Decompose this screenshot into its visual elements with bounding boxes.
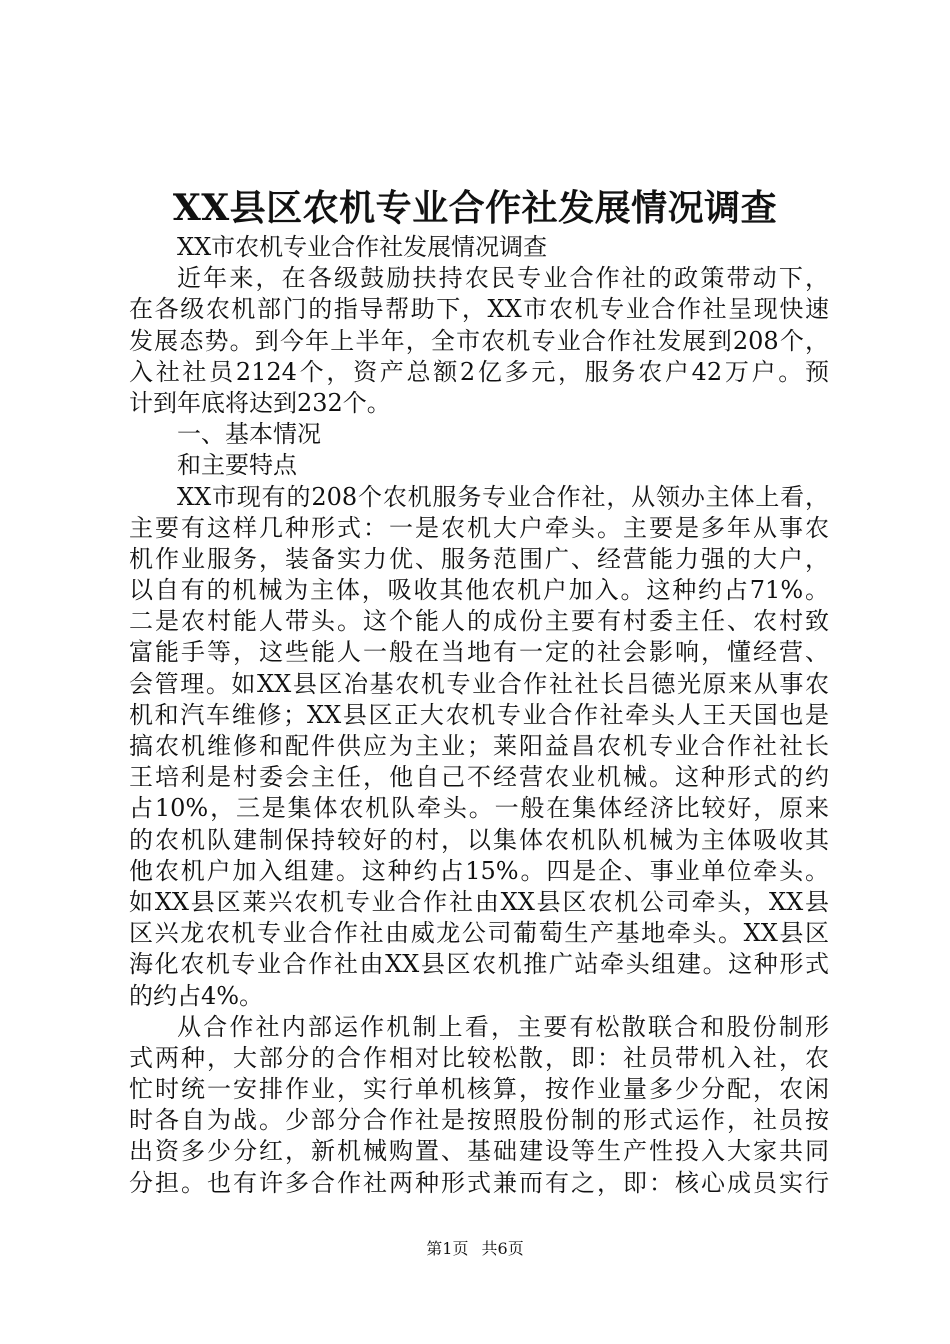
body-line: 忙时统一安排作业，实行单机核算，按作业量多少分配，农闲	[129, 1075, 829, 1104]
body-line: 王培利是村委会主任，他自己不经营农业机械。这种形式的约	[129, 763, 829, 792]
body-line: XX市现有的208个农机服务专业合作社，从领办主体上看，	[177, 482, 829, 511]
body-line: 机和汽车维修；XX县区正大农机专业合作社牵头人王天国也是	[129, 700, 829, 729]
body-line: 入社社员2124个，资产总额2亿多元，服务农户42万户。预	[129, 357, 829, 386]
document-body	[129, 232, 829, 1199]
body-line: 他农机户加入组建。这种约占15%。四是企、事业单位牵头。	[129, 856, 829, 885]
document-title: XX县区农机专业合作社发展情况调查	[172, 187, 778, 229]
page-footer	[0, 1237, 950, 1261]
body-line: 式两种，大部分的合作相对比较松散，即：社员带机入社，农	[129, 1043, 829, 1072]
body-line: 占10%，三是集体农机队牵头。一般在集体经济比较好，原来	[129, 794, 829, 823]
body-line: 主要有这样几种形式：一是农机大户牵头。主要是多年从事农	[129, 513, 829, 542]
body-line: 发展态势。到今年上半年，全市农机专业合作社发展到208个，	[129, 326, 829, 355]
body-line: 的约占4%。	[129, 981, 264, 1010]
body-line: 计到年底将达到232个。	[129, 388, 391, 417]
body-line: 近年来，在各级鼓励扶持农民专业合作社的政策带动下，	[177, 264, 829, 293]
body-line: 从合作社内部运作机制上看，主要有松散联合和股份制形	[177, 1012, 829, 1041]
body-line: 的农机队建制保持较好的村，以集体农机队机械为主体吸收其	[129, 825, 829, 854]
page-number: 第1页	[426, 1239, 469, 1258]
body-line: 富能手等，这些能人一般在当地有一定的社会影响，懂经营、	[129, 638, 829, 667]
page-total: 共6页	[481, 1239, 524, 1258]
body-line: 机作业服务，装备实力优、服务范围广、经营能力强的大户，	[129, 544, 829, 573]
body-line: 区兴龙农机专业合作社由威龙公司葡萄生产基地牵头。XX县区	[129, 919, 829, 948]
body-line: 海化农机专业合作社由XX县区农机推广站牵头组建。这种形式	[129, 950, 829, 979]
body-line: 会管理。如XX县区冶基农机专业合作社社长吕德光原来从事农	[129, 669, 829, 698]
body-line: XX市农机专业合作社发展情况调查	[177, 233, 548, 261]
body-line: 如XX县区莱兴农机专业合作社由XX县区农机公司牵头，XX县	[129, 887, 829, 916]
body-line: 一、基本情况	[177, 420, 321, 449]
body-line: 分担。也有许多合作社两种形式兼而有之，即：核心成员实行	[129, 1168, 829, 1197]
body-line: 二是农村能人带头。这个能人的成份主要有村委主任、农村致	[129, 607, 829, 636]
body-line: 在各级农机部门的指导帮助下，XX市农机专业合作社呈现快速	[129, 295, 829, 324]
body-line: 和主要特点	[177, 451, 297, 480]
body-line: 出资多少分红，新机械购置、基础建设等生产性投入大家共同	[129, 1137, 829, 1166]
body-line: 搞农机维修和配件供应为主业；莱阳益昌农机专业合作社社长	[129, 732, 829, 760]
body-line: 时各自为战。少部分合作社是按照股份制的形式运作，社员按	[129, 1106, 829, 1135]
body-line: 以自有的机械为主体，吸收其他农机户加入。这种约占71%。	[129, 576, 829, 605]
